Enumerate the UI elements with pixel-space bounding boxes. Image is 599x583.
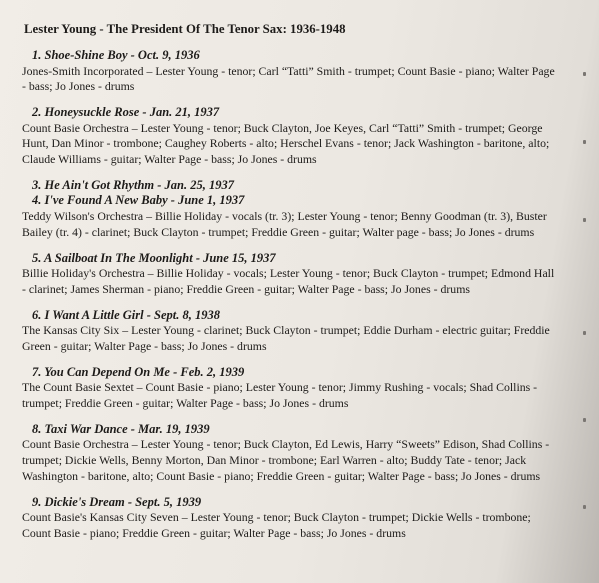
track-entry xyxy=(22,495,581,542)
page-edge-mark xyxy=(583,140,586,144)
track-title: 5. A Sailboat In The Moonlight - June 15, 1937 xyxy=(32,250,276,265)
track-entry xyxy=(22,178,581,241)
track-entry xyxy=(22,105,581,168)
track-title: 2. Honeysuckle Rose - Jan. 21, 1937 xyxy=(32,105,220,120)
track-title: 9. Dickie's Dream - Sept. 5, 1939 xyxy=(32,494,202,509)
track-title: 7. You Can Depend On Me - Feb. 2, 1939 xyxy=(32,364,245,379)
page-edge-mark xyxy=(583,72,586,76)
track-personnel: Count Basie Orchestra – Lester Young - tenor; Buck Clayton, Joe Keyes, Carl “Tatti” Smith - trumpet; George Hunt, Dan Minor - trombone; Caughey Roberts - alto; Herschel Evans - tenor; Jack Washington - baritone, alto; Claude Williams - guitar; Walter Page - bass; Jo Jones - drums xyxy=(22,120,550,167)
track-title: 8. Taxi War Dance - Mar. 19, 1939 xyxy=(32,421,210,436)
track-personnel: Billie Holiday's Orchestra – Billie Holiday - vocals; Lester Young - tenor; Buck Clayton - trumpet; Edmond Hall - clarinet; James Sherman - piano; Freddie Green - guitar; Walter Page - bass; Jo Jones - drums xyxy=(22,266,555,296)
track-personnel: Teddy Wilson's Orchestra – Billie Holiday - vocals (tr. 3); Lester Young - tenor; Benny Goodman (tr. 3), Buster Bailey (tr. 4) - clarinet; Buck Clayton - trumpet; Freddie Green - guitar; Walter page - bass; Jo Jones - drums xyxy=(22,208,547,239)
track-personnel: The Count Basie Sextet – Count Basie - piano; Lester Young - tenor; Jimmy Rushing - vocals; Shad Collins - trumpet; Freddie Green - guitar; Walter Page - bass; Jo Jones - drums xyxy=(22,380,538,411)
page-header: Lester Young - The President Of The Tenor Sax: 1936-1948 xyxy=(24,22,346,36)
track-personnel: Count Basie Orchestra – Lester Young - tenor; Buck Clayton, Ed Lewis, Harry “Sweets” Edison, Shad Collins - trumpet; Dickie Wells, Benny Morton, Dan Minor - trombone; Earl Warren - alto; Buddy Tate - tenor; Jack Washington - baritone, alto; Count Basie - piano; Freddie Green - guitar; Walter Page - bass; Jo Jones - drums xyxy=(22,437,550,483)
track-entry xyxy=(22,251,581,298)
track-entry xyxy=(22,308,581,355)
track-title: 6. I Want A Little Girl - Sept. 8, 1938 xyxy=(32,307,220,322)
track-entry xyxy=(22,422,581,485)
page-edge-mark xyxy=(583,505,586,509)
track-entry xyxy=(22,365,581,412)
page-edge-mark xyxy=(583,331,586,335)
track-title: 4. I've Found A New Baby - June 1, 1937 xyxy=(32,193,245,208)
track-entry xyxy=(22,48,581,95)
track-title: 1. Shoe-Shine Boy - Oct. 9, 1936 xyxy=(32,48,200,62)
track-personnel: The Kansas City Six – Lester Young - clarinet; Buck Clayton - trumpet; Eddie Durham - electric guitar; Freddie Green - guitar; Walter Page - bass; Jo Jones - drums xyxy=(22,323,550,353)
track-title: 3. He Ain't Got Rhythm - Jan. 25, 1937 xyxy=(32,177,234,192)
track-personnel: Jones-Smith Incorporated – Lester Young - tenor; Carl “Tatti” Smith - trumpet; Count Basie - piano; Walter Page - bass; Jo Jones - drums xyxy=(22,63,555,94)
page-edge-mark xyxy=(583,418,586,422)
track-personnel: Count Basie's Kansas City Seven – Lester Young - tenor; Buck Clayton - trumpet; Dickie Wells - trombone; Count Basie - piano; Freddie Green - guitar; Walter Page - bass; Jo Jones - drums xyxy=(22,510,531,541)
page-edge-mark xyxy=(583,218,586,222)
